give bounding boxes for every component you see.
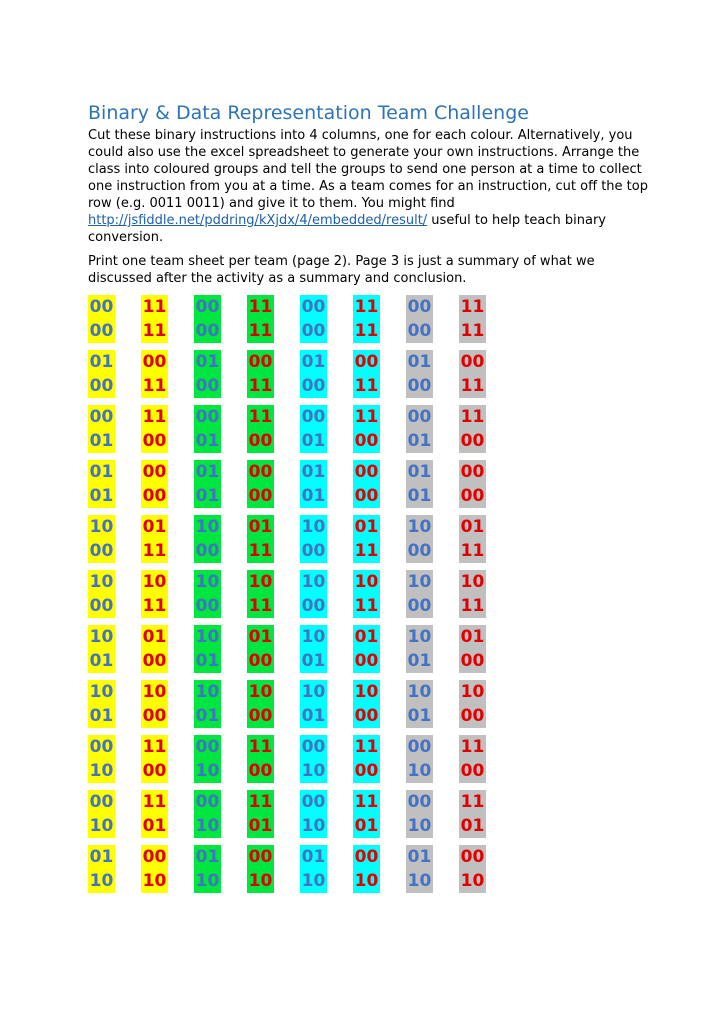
instruction-cell-second-byte: [353, 515, 380, 563]
binary-code-top: 01: [142, 517, 167, 537]
instruction-cell-first-byte: [194, 735, 221, 783]
instruction-cell-first-byte: [406, 570, 433, 618]
binary-code-top: 00: [354, 462, 379, 482]
binary-code-top: 01: [195, 352, 220, 372]
page-title: Binary & Data Representation Team Challenge: [88, 102, 529, 124]
binary-code-bottom: 00: [301, 596, 326, 616]
instruction-cell-second-byte: [353, 295, 380, 343]
binary-code-top: 10: [248, 572, 273, 592]
binary-code-top: 10: [195, 682, 220, 702]
instruction-cell-second-byte: [459, 570, 486, 618]
binary-code-top: 00: [248, 352, 273, 372]
binary-code-bottom: 01: [89, 431, 114, 451]
instruction-cell-first-byte: [406, 735, 433, 783]
binary-code-top: 11: [142, 407, 167, 427]
instruction-cell-first-byte: [406, 680, 433, 728]
intro-text-end: useful to help teach binary conversion.: [88, 213, 606, 245]
binary-code-top: 11: [142, 297, 167, 317]
binary-code-bottom: 10: [301, 761, 326, 781]
binary-code-bottom: 00: [248, 486, 273, 506]
binary-code-bottom: 00: [354, 431, 379, 451]
binary-code-bottom: 00: [248, 761, 273, 781]
binary-code-bottom: 00: [195, 541, 220, 561]
binary-code-top: 00: [89, 407, 114, 427]
binary-code-bottom: 00: [354, 486, 379, 506]
instruction-cell-second-byte: [353, 735, 380, 783]
binary-code-bottom: 11: [354, 321, 379, 341]
instruction-cell-second-byte: [459, 350, 486, 398]
binary-code-bottom: 01: [195, 486, 220, 506]
instruction-cell-second-byte: [141, 680, 168, 728]
instruction-cell-first-byte: [300, 570, 327, 618]
binary-code-bottom: 10: [195, 871, 220, 891]
binary-code-top: 10: [407, 682, 432, 702]
binary-code-bottom: 11: [142, 376, 167, 396]
binary-code-bottom: 00: [407, 376, 432, 396]
instruction-cell-second-byte: [353, 460, 380, 508]
instruction-cell-first-byte: [300, 460, 327, 508]
binary-code-top: 00: [407, 792, 432, 812]
instruction-cell-second-byte: [141, 460, 168, 508]
instruction-cell-first-byte: [194, 680, 221, 728]
binary-code-bottom: 10: [248, 871, 273, 891]
instruction-cell-second-byte: [247, 790, 274, 838]
binary-code-top: 10: [89, 517, 114, 537]
jsfiddle-link[interactable]: http://jsfiddle.net/pddring/kXjdx/4/embedded/result/: [88, 213, 428, 228]
binary-code-top: 11: [354, 792, 379, 812]
binary-code-top: 10: [89, 682, 114, 702]
binary-code-top: 01: [407, 847, 432, 867]
instruction-cell-second-byte: [459, 625, 486, 673]
binary-code-top: 10: [195, 572, 220, 592]
binary-code-bottom: 10: [301, 816, 326, 836]
binary-code-top: 01: [301, 352, 326, 372]
binary-code-top: 01: [354, 517, 379, 537]
instruction-cell-first-byte: [88, 295, 115, 343]
binary-code-top: 10: [142, 682, 167, 702]
instruction-cell-first-byte: [406, 625, 433, 673]
binary-code-bottom: 11: [460, 376, 485, 396]
binary-code-top: 00: [195, 737, 220, 757]
binary-code-top: 01: [460, 517, 485, 537]
instruction-cell-first-byte: [300, 405, 327, 453]
binary-code-bottom: 01: [89, 706, 114, 726]
instruction-cell-first-byte: [194, 405, 221, 453]
instruction-row: [88, 680, 512, 728]
instruction-cell-second-byte: [247, 405, 274, 453]
instruction-cell-second-byte: [141, 405, 168, 453]
instruction-cell-second-byte: [141, 570, 168, 618]
instruction-cell-second-byte: [247, 350, 274, 398]
binary-code-top: 10: [407, 627, 432, 647]
binary-code-bottom: 00: [460, 706, 485, 726]
instruction-cell-first-byte: [300, 845, 327, 893]
binary-code-bottom: 01: [301, 486, 326, 506]
instruction-cell-first-byte: [300, 735, 327, 783]
binary-code-bottom: 10: [89, 761, 114, 781]
binary-code-bottom: 10: [142, 871, 167, 891]
binary-code-top: 10: [301, 682, 326, 702]
binary-code-bottom: 01: [301, 651, 326, 671]
binary-code-bottom: 01: [195, 431, 220, 451]
binary-code-bottom: 10: [354, 871, 379, 891]
instruction-cell-first-byte: [406, 790, 433, 838]
binary-code-bottom: 10: [301, 871, 326, 891]
document-page: [88, 100, 648, 287]
instruction-cell-first-byte: [194, 570, 221, 618]
binary-code-top: 10: [89, 627, 114, 647]
binary-code-top: 10: [354, 682, 379, 702]
instruction-cell-second-byte: [459, 515, 486, 563]
instruction-cell-second-byte: [141, 790, 168, 838]
binary-code-bottom: 00: [460, 431, 485, 451]
instruction-row: [88, 790, 512, 838]
instruction-cell-second-byte: [353, 405, 380, 453]
binary-code-bottom: 10: [407, 871, 432, 891]
binary-code-bottom: 00: [142, 431, 167, 451]
binary-code-top: 00: [142, 847, 167, 867]
binary-code-bottom: 11: [460, 541, 485, 561]
instruction-cell-second-byte: [141, 845, 168, 893]
instruction-cell-first-byte: [300, 680, 327, 728]
binary-code-top: 00: [301, 737, 326, 757]
binary-code-bottom: 00: [142, 651, 167, 671]
binary-code-bottom: 10: [195, 816, 220, 836]
binary-code-top: 11: [248, 737, 273, 757]
binary-code-bottom: 11: [142, 321, 167, 341]
binary-code-top: 00: [460, 352, 485, 372]
binary-code-top: 10: [248, 682, 273, 702]
binary-code-top: 00: [89, 792, 114, 812]
binary-code-bottom: 11: [248, 321, 273, 341]
binary-code-top: 00: [301, 792, 326, 812]
instruction-cell-first-byte: [88, 460, 115, 508]
instruction-cell-first-byte: [194, 625, 221, 673]
binary-code-top: 10: [407, 572, 432, 592]
binary-code-top: 10: [301, 572, 326, 592]
binary-code-bottom: 11: [248, 376, 273, 396]
instruction-cell-first-byte: [194, 350, 221, 398]
instruction-cell-second-byte: [459, 845, 486, 893]
instruction-cell-first-byte: [88, 845, 115, 893]
binary-code-top: 10: [460, 572, 485, 592]
binary-code-top: 01: [248, 627, 273, 647]
binary-code-top: 01: [195, 847, 220, 867]
binary-code-top: 10: [460, 682, 485, 702]
binary-code-bottom: 10: [89, 871, 114, 891]
instruction-cell-first-byte: [300, 295, 327, 343]
binary-code-bottom: 10: [407, 816, 432, 836]
binary-code-top: 01: [89, 847, 114, 867]
binary-code-bottom: 01: [407, 651, 432, 671]
binary-code-bottom: 00: [195, 321, 220, 341]
instruction-cell-second-byte: [353, 845, 380, 893]
instruction-cell-second-byte: [459, 295, 486, 343]
binary-code-bottom: 10: [195, 761, 220, 781]
binary-code-bottom: 00: [89, 321, 114, 341]
binary-code-top: 00: [354, 352, 379, 372]
binary-code-top: 01: [460, 627, 485, 647]
binary-code-bottom: 01: [407, 706, 432, 726]
instruction-cell-second-byte: [247, 570, 274, 618]
binary-code-top: 00: [301, 407, 326, 427]
instruction-row: [88, 295, 512, 343]
instruction-cell-second-byte: [247, 680, 274, 728]
instruction-cell-first-byte: [300, 790, 327, 838]
binary-code-top: 00: [460, 847, 485, 867]
binary-code-bottom: 01: [248, 816, 273, 836]
binary-code-top: 00: [407, 297, 432, 317]
binary-code-top: 01: [248, 517, 273, 537]
binary-code-top: 11: [460, 297, 485, 317]
binary-code-bottom: 10: [460, 871, 485, 891]
binary-code-top: 10: [301, 627, 326, 647]
instruction-cell-second-byte: [459, 460, 486, 508]
binary-code-top: 01: [354, 627, 379, 647]
instruction-row: [88, 460, 512, 508]
binary-code-top: 00: [301, 297, 326, 317]
print-note-paragraph: Print one team sheet per team (page 2). Page 3 is just a summary of what we discussed after the activity as a summary and conclusion.: [88, 254, 595, 286]
binary-code-top: 10: [89, 572, 114, 592]
instruction-cell-second-byte: [141, 350, 168, 398]
binary-code-top: 11: [248, 792, 273, 812]
binary-code-bottom: 00: [142, 706, 167, 726]
binary-code-top: 10: [354, 572, 379, 592]
binary-code-top: 11: [142, 792, 167, 812]
binary-code-top: 10: [195, 627, 220, 647]
binary-code-bottom: 00: [460, 761, 485, 781]
instruction-row: [88, 405, 512, 453]
instruction-cell-second-byte: [459, 680, 486, 728]
binary-code-bottom: 00: [195, 596, 220, 616]
binary-code-bottom: 11: [354, 596, 379, 616]
binary-code-bottom: 00: [142, 486, 167, 506]
binary-code-top: 11: [142, 737, 167, 757]
binary-code-bottom: 01: [142, 816, 167, 836]
binary-code-bottom: 00: [195, 376, 220, 396]
binary-code-bottom: 00: [142, 761, 167, 781]
binary-code-top: 01: [89, 462, 114, 482]
instruction-cell-first-byte: [406, 405, 433, 453]
instruction-row: [88, 625, 512, 673]
binary-code-top: 10: [301, 517, 326, 537]
instruction-cell-first-byte: [300, 350, 327, 398]
binary-code-top: 11: [354, 737, 379, 757]
binary-code-bottom: 00: [354, 706, 379, 726]
instruction-row: [88, 845, 512, 893]
binary-code-top: 00: [195, 792, 220, 812]
binary-code-bottom: 01: [89, 651, 114, 671]
binary-code-top: 00: [407, 407, 432, 427]
instruction-row: [88, 735, 512, 783]
binary-code-top: 00: [248, 462, 273, 482]
binary-code-bottom: 00: [354, 651, 379, 671]
instruction-cell-first-byte: [300, 625, 327, 673]
instruction-cell-first-byte: [88, 405, 115, 453]
binary-instruction-grid: [88, 295, 512, 900]
binary-code-bottom: 11: [248, 541, 273, 561]
instruction-cell-first-byte: [88, 515, 115, 563]
instruction-cell-first-byte: [88, 680, 115, 728]
instruction-cell-second-byte: [247, 625, 274, 673]
binary-code-bottom: 00: [301, 321, 326, 341]
binary-code-bottom: 01: [89, 486, 114, 506]
instruction-cell-first-byte: [194, 790, 221, 838]
binary-code-bottom: 11: [354, 541, 379, 561]
instruction-cell-first-byte: [194, 295, 221, 343]
binary-code-top: 01: [407, 352, 432, 372]
instruction-cell-first-byte: [406, 515, 433, 563]
binary-code-top: 00: [460, 462, 485, 482]
instruction-row: [88, 515, 512, 563]
binary-code-bottom: 00: [407, 596, 432, 616]
binary-code-bottom: 00: [407, 541, 432, 561]
binary-code-bottom: 01: [301, 431, 326, 451]
binary-code-top: 11: [248, 407, 273, 427]
instruction-cell-first-byte: [194, 515, 221, 563]
binary-code-bottom: 11: [354, 376, 379, 396]
binary-code-top: 10: [195, 517, 220, 537]
instruction-cell-second-byte: [247, 735, 274, 783]
binary-code-top: 11: [248, 297, 273, 317]
binary-code-bottom: 01: [301, 706, 326, 726]
instruction-cell-second-byte: [459, 405, 486, 453]
instruction-cell-second-byte: [353, 350, 380, 398]
binary-code-bottom: 00: [460, 651, 485, 671]
intro-text: Cut these binary instructions into 4 columns, one for each colour. Alternatively, you could also use the excel spreadsheet to generate your own instructions. Arrange the class into coloured groups and tell the groups to send one person at a time to collect one instruction from you at a time. As a team comes for an instruction, cut off the top row (e.g. 0011 0011) and give it to them. You might find: [88, 128, 648, 211]
binary-code-top: 10: [407, 517, 432, 537]
instruction-cell-first-byte: [406, 845, 433, 893]
instruction-cell-first-byte: [88, 625, 115, 673]
binary-code-bottom: 00: [301, 376, 326, 396]
instruction-row: [88, 570, 512, 618]
instruction-cell-first-byte: [194, 845, 221, 893]
binary-code-bottom: 00: [354, 761, 379, 781]
instruction-cell-first-byte: [406, 295, 433, 343]
instruction-cell-second-byte: [247, 295, 274, 343]
binary-code-top: 10: [142, 572, 167, 592]
binary-code-bottom: 11: [142, 596, 167, 616]
binary-code-top: 00: [89, 297, 114, 317]
instruction-cell-second-byte: [247, 845, 274, 893]
instruction-cell-first-byte: [88, 790, 115, 838]
binary-code-bottom: 11: [460, 321, 485, 341]
binary-code-bottom: 00: [89, 596, 114, 616]
instruction-cell-second-byte: [353, 680, 380, 728]
binary-code-bottom: 00: [248, 706, 273, 726]
binary-code-top: 01: [89, 352, 114, 372]
binary-code-top: 01: [407, 462, 432, 482]
binary-code-bottom: 01: [195, 706, 220, 726]
binary-code-bottom: 10: [407, 761, 432, 781]
binary-code-bottom: 00: [301, 541, 326, 561]
binary-code-top: 00: [142, 352, 167, 372]
instruction-cell-first-byte: [88, 350, 115, 398]
binary-code-top: 00: [142, 462, 167, 482]
binary-code-bottom: 00: [460, 486, 485, 506]
binary-code-top: 00: [248, 847, 273, 867]
instruction-cell-second-byte: [141, 735, 168, 783]
binary-code-bottom: 00: [89, 541, 114, 561]
binary-code-top: 11: [354, 407, 379, 427]
binary-code-bottom: 01: [354, 816, 379, 836]
instruction-cell-second-byte: [353, 570, 380, 618]
instruction-cell-second-byte: [247, 460, 274, 508]
instruction-cell-first-byte: [88, 570, 115, 618]
binary-code-bottom: 00: [407, 321, 432, 341]
binary-code-top: 00: [89, 737, 114, 757]
binary-code-top: 01: [301, 462, 326, 482]
binary-code-bottom: 01: [407, 431, 432, 451]
binary-code-bottom: 01: [195, 651, 220, 671]
binary-code-bottom: 11: [142, 541, 167, 561]
binary-code-top: 11: [460, 737, 485, 757]
binary-code-top: 00: [354, 847, 379, 867]
binary-code-top: 11: [460, 407, 485, 427]
instruction-cell-second-byte: [353, 625, 380, 673]
instruction-cell-second-byte: [141, 625, 168, 673]
binary-code-bottom: 10: [89, 816, 114, 836]
instruction-cell-first-byte: [406, 350, 433, 398]
instruction-cell-second-byte: [459, 790, 486, 838]
binary-code-bottom: 01: [407, 486, 432, 506]
binary-code-top: 11: [460, 792, 485, 812]
binary-code-top: 11: [354, 297, 379, 317]
binary-code-bottom: 00: [89, 376, 114, 396]
binary-code-bottom: 11: [248, 596, 273, 616]
instruction-cell-second-byte: [141, 295, 168, 343]
instruction-cell-first-byte: [194, 460, 221, 508]
binary-code-top: 01: [301, 847, 326, 867]
intro-paragraph: [88, 127, 648, 246]
instruction-row: [88, 350, 512, 398]
binary-code-bottom: 01: [460, 816, 485, 836]
binary-code-bottom: 00: [248, 651, 273, 671]
instruction-cell-second-byte: [141, 515, 168, 563]
instruction-cell-second-byte: [459, 735, 486, 783]
binary-code-top: 00: [195, 297, 220, 317]
instruction-cell-first-byte: [88, 735, 115, 783]
binary-code-top: 01: [142, 627, 167, 647]
binary-code-top: 01: [195, 462, 220, 482]
binary-code-bottom: 00: [248, 431, 273, 451]
instruction-cell-second-byte: [247, 515, 274, 563]
instruction-cell-second-byte: [353, 790, 380, 838]
binary-code-bottom: 11: [460, 596, 485, 616]
binary-code-top: 00: [407, 737, 432, 757]
binary-code-top: 00: [195, 407, 220, 427]
instruction-cell-first-byte: [406, 460, 433, 508]
instruction-cell-first-byte: [300, 515, 327, 563]
